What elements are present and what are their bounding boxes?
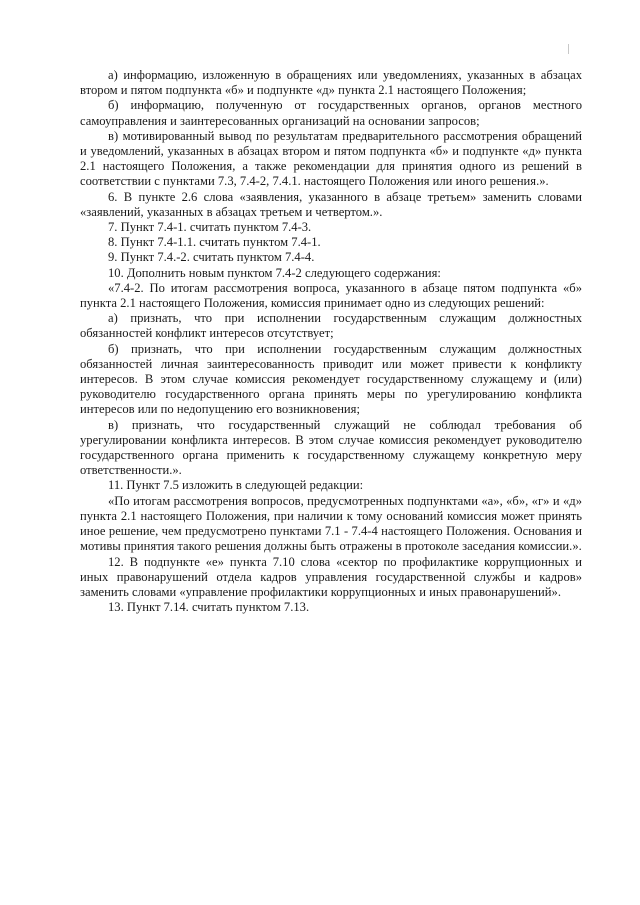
paragraph-item-10: 10. Дополнить новым пунктом 7.4-2 следующего содержания: bbox=[108, 265, 441, 280]
paragraph-a-info-appeals: а) информацию, изложенную в обращениях или уведомлениях, указанных в абзацах втором и пятом подпункта «б» и подпункте «д» пункта 2.1 настоящего Положения; bbox=[80, 68, 582, 98]
paragraph-7-4-2-a: а) признать, что при исполнении государственным служащим должностных обязанностей конфликт интересов отсутствует; bbox=[80, 311, 582, 341]
paragraph-item-7: 7. Пункт 7.4-1. считать пунктом 7.4-3. bbox=[108, 220, 312, 235]
page-edge-mark bbox=[568, 44, 569, 54]
paragraph-item-11: 11. Пункт 7.5 изложить в следующей редакции: bbox=[108, 478, 364, 493]
paragraph-item-12: 12. В подпункте «е» пункта 7.10 слова «сектор по профилактике коррупционных и иных правонарушений отдела кадров управления государственной службы и кадров» заменить словами «управление профилактики коррупционных и иных правонарушений». bbox=[80, 554, 582, 599]
paragraph-7-4-2-intro: «7.4-2. По итогам рассмотрения вопроса, указанного в абзаце пятом подпункта «б» пункта 2.1 настоящего Положения, комиссия принимает одно из следующих решений: bbox=[80, 280, 582, 311]
paragraph-item-6: 6. В пункте 2.6 слова «заявления, указанного в абзаце третьем» заменить словами «заявлений, указанных в абзацах третьем и четвертом.». bbox=[80, 189, 582, 219]
paragraph-v-motivated-conclusion: в) мотивированный вывод по результатам предварительного рассмотрения обращений и уведомлений, указанных в абзацах втором и пятом подпункта «б» и подпункте «д» пункта 2.1 настоящего Положения, а также рекомендации для принятия одного из решений в соответствии с пунктами 7.3, 7.4-2, 7.4.1. настоящего Положения или иного решения.». bbox=[80, 128, 582, 189]
document-body bbox=[80, 68, 582, 615]
paragraph-7-4-2-v: в) признать, что государственный служащий не соблюдал требования об урегулировании конфликта интересов. В этом случае комиссия рекомендует руководителю государственного органа применить к государственному служащему конкретную меру ответственности.». bbox=[80, 417, 582, 478]
paragraph-item-13: 13. Пункт 7.14. считать пунктом 7.13. bbox=[108, 600, 310, 615]
paragraph-item-8: 8. Пункт 7.4-1.1. считать пунктом 7.4-1. bbox=[108, 235, 321, 250]
paragraph-b-info-agencies: б) информацию, полученную от государственных органов, органов местного самоуправления и заинтересованных организаций на основании запросов; bbox=[80, 98, 582, 128]
paragraph-7-5-text: «По итогам рассмотрения вопросов, предусмотренных подпунктами «а», «б», «г» и «д» пункта 2.1 настоящего Положения, при наличии к тому оснований комиссия может принять иное решение, чем предусмотрено пунктами 7.1 - 7.4-4 настоящего Положения. Основания и мотивы принятия такого решения должны быть отражены в протоколе заседания комиссии.». bbox=[80, 493, 582, 554]
paragraph-item-9: 9. Пункт 7.4.-2. считать пунктом 7.4-4. bbox=[108, 250, 315, 265]
paragraph-7-4-2-b: б) признать, что при исполнении государственным служащим должностных обязанностей личная заинтересованность приводит или может привести к конфликту интересов. В этом случае комиссия рекомендует государственному служащему и (или) руководителю государственного органа принять меры по урегулированию конфликта интересов или по недопущению его возникновения; bbox=[80, 341, 582, 417]
